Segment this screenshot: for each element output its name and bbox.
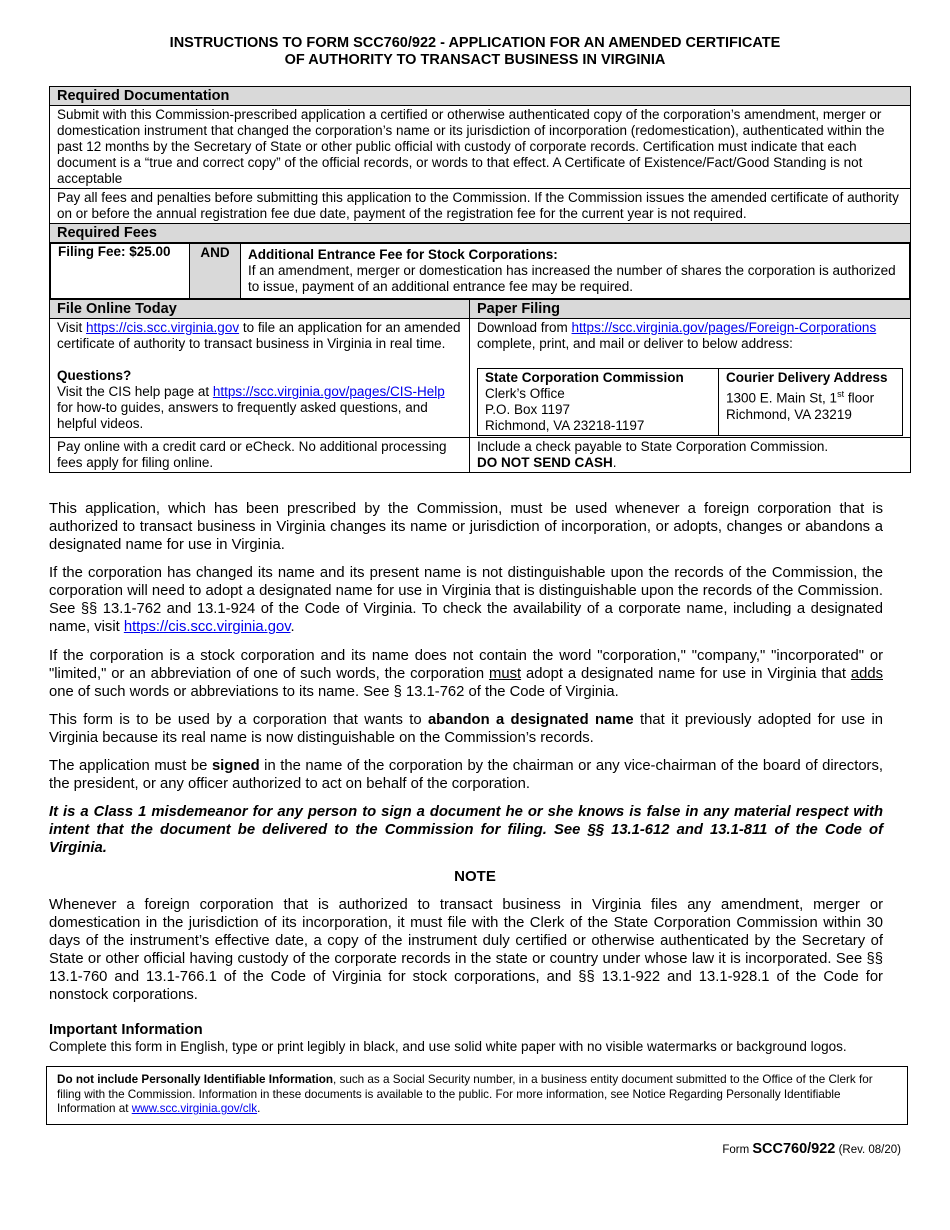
- file-online-visit: [57, 320, 462, 352]
- courier-floor: floor: [844, 390, 875, 406]
- check-text: Include a check payable to State Corporation Commission.: [477, 439, 829, 454]
- foreign-corporations-link[interactable]: https://scc.virginia.gov/pages/Foreign-Corporations: [571, 320, 877, 335]
- questions-title: Questions?: [57, 368, 132, 383]
- courier-line-1: [726, 386, 895, 407]
- paragraph-2-text: [49, 564, 883, 636]
- paragraph-2: [49, 564, 883, 636]
- p3-c: one of such words or abbreviations to its name. See § 13.1-762 of the Code of Virginia.: [49, 684, 619, 700]
- pii-text: , such as a Social Security number, in a business entity document submitted to the Office of the Clerk for filing with the Commission. Information in these documents is available to the public. For more information, see Notice Regarding Personally Identifiable Information at: [57, 1073, 873, 1115]
- courier-title: Courier Delivery Address: [726, 370, 888, 385]
- no-cash-line: [477, 455, 903, 471]
- paragraph-1-text: This application, which has been prescribed by the Commission, must be used whenever a foreign corporation that is authorized to transact business in Virginia changes its name or jurisdiction of incorporation, or adopts, changes or abandons a designated name for use in Virginia.: [49, 501, 883, 553]
- courier-sup: st: [837, 389, 845, 399]
- note-text: Whenever a foreign corporation that is authorized to transact business in Virginia files any amendment, merger or domestication in the jurisdiction of its incorporation, it must file with the Clerk of the State Corporation Commission within 30 days of the instrument’s effective date, a copy of the instrument duly certified or otherwise authenticated by the Secretary of State or other official having custody of the corporate records in the state or country under whose law it is incorporated. See §§ 13.1-760 and 13.1-766.1 of the Code of Virginia for stock corporations, and §§ 13.1-922 and 13.1-928.1 of the Code for nonstock corporations.: [49, 897, 883, 1003]
- p4-a: This form is to be used by a corporation that wants to: [49, 712, 428, 728]
- misdemeanor-warning: It is a Class 1 misdemeanor for any person to sign a document he or she knows is false in any material respect with intent that the document be delivered to the Commission for filing. See §§ 13.1-612 and 13.1-811 of the Code of Virginia.: [49, 804, 883, 856]
- questions-pre: Visit the CIS help page at: [57, 384, 213, 399]
- p3-b: adopt a designated name for use in Virginia that: [521, 666, 851, 682]
- p2-text: If the corporation has changed its name and its present name is not distinguishable upon the records of the Commission, the corporation will need to adopt a designated name for use in Virginia that is distinguishable upon the records of the Commission. See §§ 13.1-762 and 13.1-924 of the Code of Virginia. To check the availability of a corporate name, including a designated name, visit: [49, 565, 883, 635]
- p2-end: .: [290, 619, 295, 635]
- required-fees-header: Required Fees: [50, 224, 911, 243]
- paragraph-6: [49, 803, 883, 857]
- required-documentation-header: Required Documentation: [50, 87, 911, 106]
- important-information: [49, 1021, 909, 1055]
- pii-notice: [46, 1066, 908, 1125]
- and-label: AND: [190, 244, 241, 299]
- p2-cis-link[interactable]: https://cis.scc.virginia.gov: [123, 619, 291, 635]
- pii-end: .: [257, 1102, 261, 1115]
- questions-text: [57, 384, 462, 432]
- paragraph-3-text: [49, 647, 883, 701]
- footer-form-number: SCC760/922: [752, 1141, 836, 1157]
- fees-table: [50, 243, 910, 299]
- paragraph-4-text: [49, 711, 883, 747]
- note-title: NOTE: [454, 868, 496, 885]
- filing-fee: Filing Fee: $25.00: [51, 244, 190, 299]
- mail-line-1: Clerk’s Office: [485, 386, 565, 401]
- courier-line-2: Richmond, VA 23219: [726, 406, 852, 422]
- required-documentation-text: Submit with this Commission-prescribed application a certified or otherwise authenticated copy of the corporation’s amendment, merger or domestication instrument that changed the corporation’s name or its jurisdiction of incorporation (redomestication), authenticated within the past 12 months by the Secretary of State or other public official with custody of corporate records. Certification must indicate that each document is a “true and correct copy” of the official records, or words to that effect. A Certificate of Existence/Fact/Good Standing is not acceptable: [50, 106, 911, 189]
- download-post: complete, print, and mail or deliver to below address:: [477, 336, 793, 351]
- fees-row: [50, 243, 911, 300]
- file-online-info: [50, 319, 470, 438]
- online-payment-text: Pay online with a credit card or eCheck. No additional processing fees apply for filing online.: [50, 438, 470, 473]
- additional-fee-title: Additional Entrance Fee for Stock Corporations:: [248, 247, 558, 262]
- instructions-table: [49, 86, 911, 473]
- p3-adds: adds: [850, 666, 883, 682]
- cis-help-link[interactable]: https://scc.virginia.gov/pages/CIS-Help: [212, 384, 445, 399]
- clerk-link[interactable]: www.scc.virginia.gov/clk: [131, 1102, 258, 1115]
- download-pre: Download from: [477, 320, 572, 335]
- title-line-1: INSTRUCTIONS TO FORM SCC760/922 - APPLICATION FOR AN AMENDED CERTIFICATE: [169, 35, 781, 51]
- visit-text: Visit: [57, 320, 87, 335]
- document-title: [0, 35, 950, 69]
- form-footer: [722, 1141, 901, 1157]
- footer-revision: (Rev. 08/20): [835, 1144, 901, 1156]
- p4-b: that it previously adopted for use in Virginia because its real name is now distinguishable on the Commission’s records.: [49, 712, 883, 746]
- p3-must: must: [489, 666, 522, 682]
- additional-entrance-fee: [241, 244, 910, 299]
- paragraph-3: [49, 647, 883, 701]
- paper-filing-info: [470, 319, 911, 438]
- questions-post: for how-to guides, answers to frequently asked questions, and helpful videos.: [57, 400, 428, 431]
- title-line-2: OF AUTHORITY TO TRANSACT BUSINESS IN VIRGINIA: [284, 52, 666, 68]
- p4-bold: abandon a designated name: [427, 712, 634, 728]
- additional-fee-text: If an amendment, merger or domestication has increased the number of shares the corporation is authorized to issue, payment of an additional entrance fee may be required.: [248, 263, 896, 294]
- mail-title: State Corporation Commission: [485, 370, 684, 385]
- paragraph-4: [49, 711, 883, 747]
- courier-street: 1300 E. Main St, 1: [726, 390, 838, 406]
- paper-filing-header: Paper Filing: [470, 300, 911, 319]
- no-cash-period: .: [612, 455, 617, 470]
- paper-payment-text: [470, 438, 911, 473]
- paper-download: [477, 320, 903, 352]
- fees-payment-text: Pay all fees and penalties before submitting this application to the Commission. If the Commission issues the amended certificate of authority on or before the annual registration fee due date, payment of the registration fee for the current year is not required.: [50, 189, 911, 224]
- visit-text-end: to file an application for an amended certificate of authority to transact business in Virginia in real time.: [57, 320, 461, 351]
- courier-address: [719, 369, 903, 436]
- p3-a: If the corporation is a stock corporation and its name does not contain the word "corporation," "company," "incorporated" or "limited," or an abbreviation of one of such words, the corporation: [49, 648, 883, 682]
- no-cash: DO NOT SEND CASH: [477, 455, 613, 470]
- important-title: Important Information: [49, 1022, 203, 1038]
- file-online-header: File Online Today: [50, 300, 470, 319]
- important-text: Complete this form in English, type or print legibly in black, and use solid white paper with no visible watermarks or background logos.: [49, 1039, 847, 1054]
- address-table: [477, 368, 903, 436]
- mail-line-3: Richmond, VA 23218-1197: [485, 418, 645, 433]
- paragraph-5-text: [49, 757, 883, 793]
- note-paragraph: [49, 896, 883, 1004]
- p5-bold: signed: [211, 758, 260, 774]
- footer-form-word: Form: [722, 1144, 753, 1156]
- paragraph-1: [49, 500, 883, 554]
- p5-b: in the name of the corporation by the chairman or any vice-chairman of the board of directors, the president, or any officer authorized to act on behalf of the corporation.: [49, 758, 883, 792]
- p5-a: The application must be: [49, 758, 212, 774]
- mail-line-2: P.O. Box 1197: [485, 402, 571, 417]
- paragraph-5: [49, 757, 883, 793]
- cis-link[interactable]: https://cis.scc.virginia.gov: [86, 320, 240, 335]
- pii-bold: Do not include Personally Identifiable Information: [57, 1073, 333, 1086]
- mail-address: [478, 369, 719, 436]
